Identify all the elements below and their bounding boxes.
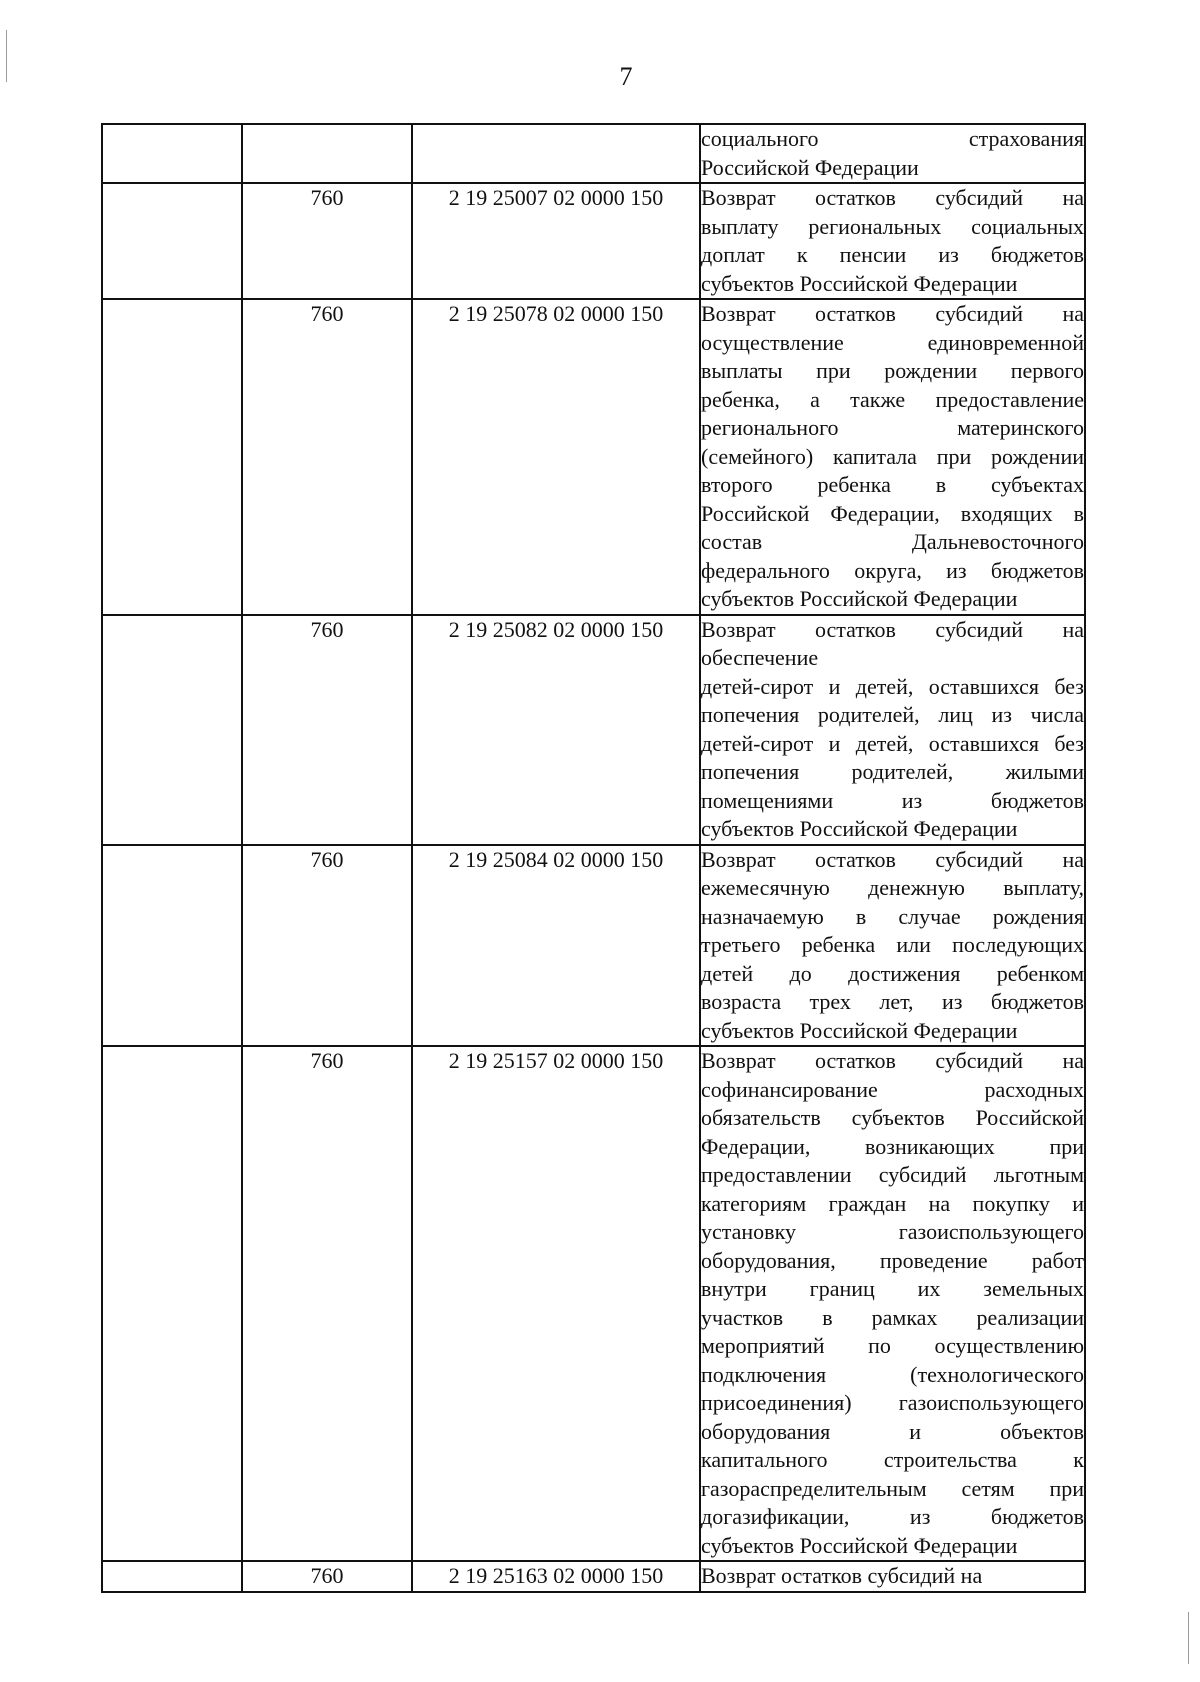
description-line: второго ребенка в субъектах xyxy=(701,472,1084,497)
description-line: регионального материнского xyxy=(701,415,1084,440)
table-row xyxy=(102,1046,1085,1561)
empty-cell xyxy=(102,299,242,615)
description-line: догазификации, из бюджетов xyxy=(701,1504,1084,1529)
description-line: выплату региональных социальных xyxy=(701,213,1084,239)
description-cell xyxy=(700,1046,1085,1561)
description-line: Возврат остатков субсидий на xyxy=(701,1563,983,1588)
description-line: Возврат остатков субсидий на xyxy=(701,616,1084,642)
description-line: субъектов Российской Федерации xyxy=(701,1017,1018,1043)
description-line: третьего ребенка или последующих xyxy=(701,932,1084,957)
table-row xyxy=(102,183,1085,299)
description-line: детей-сирот и детей, оставшихся без xyxy=(701,673,1084,699)
description-line: состав Дальневосточного xyxy=(701,529,1084,554)
budget-classification-table xyxy=(101,123,1086,1593)
empty-cell xyxy=(102,124,242,183)
admin-code-cell: 760 xyxy=(242,615,412,845)
description-line: Возврат остатков субсидий на xyxy=(701,846,1084,872)
description-line: назначаемую в случае рождения xyxy=(701,903,1084,929)
admin-code-cell: 760 xyxy=(242,1046,412,1561)
description-cell xyxy=(700,1561,1085,1592)
description-line: присоединения) газоиспользующего xyxy=(701,1390,1084,1415)
description-line: обязательств субъектов Российской xyxy=(701,1105,1084,1130)
description-line: социального страхования xyxy=(701,126,1084,151)
description-cell xyxy=(700,299,1085,615)
description-line: помещениями из бюджетов xyxy=(701,787,1084,813)
description-cell xyxy=(700,615,1085,845)
description-line: детей-сирот и детей, оставшихся без xyxy=(701,730,1084,756)
table-row xyxy=(102,1561,1085,1592)
description-line: Возврат остатков субсидий на xyxy=(701,1048,1084,1073)
description-line: субъектов Российской Федерации xyxy=(701,1532,1018,1558)
description-line: Российской Федерации, входящих в xyxy=(701,500,1084,526)
description-line: возраста трех лет, из бюджетов xyxy=(701,989,1084,1014)
admin-code-cell: 760 xyxy=(242,1561,412,1592)
description-line: участков в рамках реализации xyxy=(701,1304,1084,1330)
empty-cell xyxy=(102,615,242,845)
description-line: Возврат остатков субсидий на xyxy=(701,301,1084,326)
admin-code-cell xyxy=(242,124,412,183)
description-line: капитального строительства к xyxy=(701,1447,1084,1472)
budget-code-cell xyxy=(412,124,700,183)
description-line: оборудования, проведение работ xyxy=(701,1247,1084,1273)
description-line: попечения родителей, лиц из числа xyxy=(701,702,1084,727)
budget-code-cell: 2 19 25157 02 0000 150 xyxy=(412,1046,700,1561)
description-line: ежемесячную денежную выплату, xyxy=(701,875,1084,900)
description-line: софинансирование расходных xyxy=(701,1076,1084,1102)
description-line: попечения родителей, жилыми xyxy=(701,759,1084,784)
description-line: федерального округа, из бюджетов xyxy=(701,557,1084,583)
description-line: доплат к пенсии из бюджетов xyxy=(701,242,1084,267)
table-row xyxy=(102,299,1085,615)
description-line: Федерации, возникающих при xyxy=(701,1133,1084,1159)
description-line: (семейного) капитала при рождении xyxy=(701,443,1084,469)
scan-edge-mark xyxy=(1188,1612,1189,1664)
description-cell xyxy=(700,124,1085,183)
table-row xyxy=(102,615,1085,845)
description-line: ребенка, а также предоставление xyxy=(701,386,1084,412)
budget-code-cell: 2 19 25007 02 0000 150 xyxy=(412,183,700,299)
description-line: выплаты при рождении первого xyxy=(701,358,1084,383)
page-number: 7 xyxy=(619,62,633,91)
description-line: подключения (технологического xyxy=(701,1361,1084,1387)
description-line: детей до достижения ребенком xyxy=(701,960,1084,986)
budget-code-cell: 2 19 25084 02 0000 150 xyxy=(412,845,700,1047)
description-cell xyxy=(700,183,1085,299)
description-line: Российской Федерации xyxy=(701,154,919,180)
budget-code-cell: 2 19 25078 02 0000 150 xyxy=(412,299,700,615)
description-line: внутри границ их земельных xyxy=(701,1276,1084,1301)
description-line: предоставлении субсидий льготным xyxy=(701,1162,1084,1187)
empty-cell xyxy=(102,1561,242,1592)
description-line: обеспечение xyxy=(701,645,819,670)
description-line: газораспределительным сетям при xyxy=(701,1475,1084,1501)
description-line: категориям граждан на покупку и xyxy=(701,1190,1084,1216)
description-line: осуществление единовременной xyxy=(701,329,1084,355)
empty-cell xyxy=(102,183,242,299)
empty-cell xyxy=(102,1046,242,1561)
description-line: мероприятий по осуществлению xyxy=(701,1333,1084,1358)
empty-cell xyxy=(102,845,242,1047)
description-cell xyxy=(700,845,1085,1047)
admin-code-cell: 760 xyxy=(242,183,412,299)
table-row xyxy=(102,124,1085,183)
budget-code-cell: 2 19 25163 02 0000 150 xyxy=(412,1561,700,1592)
description-line: субъектов Российской Федерации xyxy=(701,586,1018,611)
description-line: установку газоиспользующего xyxy=(701,1219,1084,1244)
description-line: оборудования и объектов xyxy=(701,1418,1084,1444)
admin-code-cell: 760 xyxy=(242,299,412,615)
description-line: субъектов Российской Федерации xyxy=(701,816,1018,841)
admin-code-cell: 760 xyxy=(242,845,412,1047)
description-line: субъектов Российской Федерации xyxy=(701,270,1018,296)
description-line: Возврат остатков субсидий на xyxy=(701,185,1084,210)
table-row xyxy=(102,845,1085,1047)
budget-code-cell: 2 19 25082 02 0000 150 xyxy=(412,615,700,845)
